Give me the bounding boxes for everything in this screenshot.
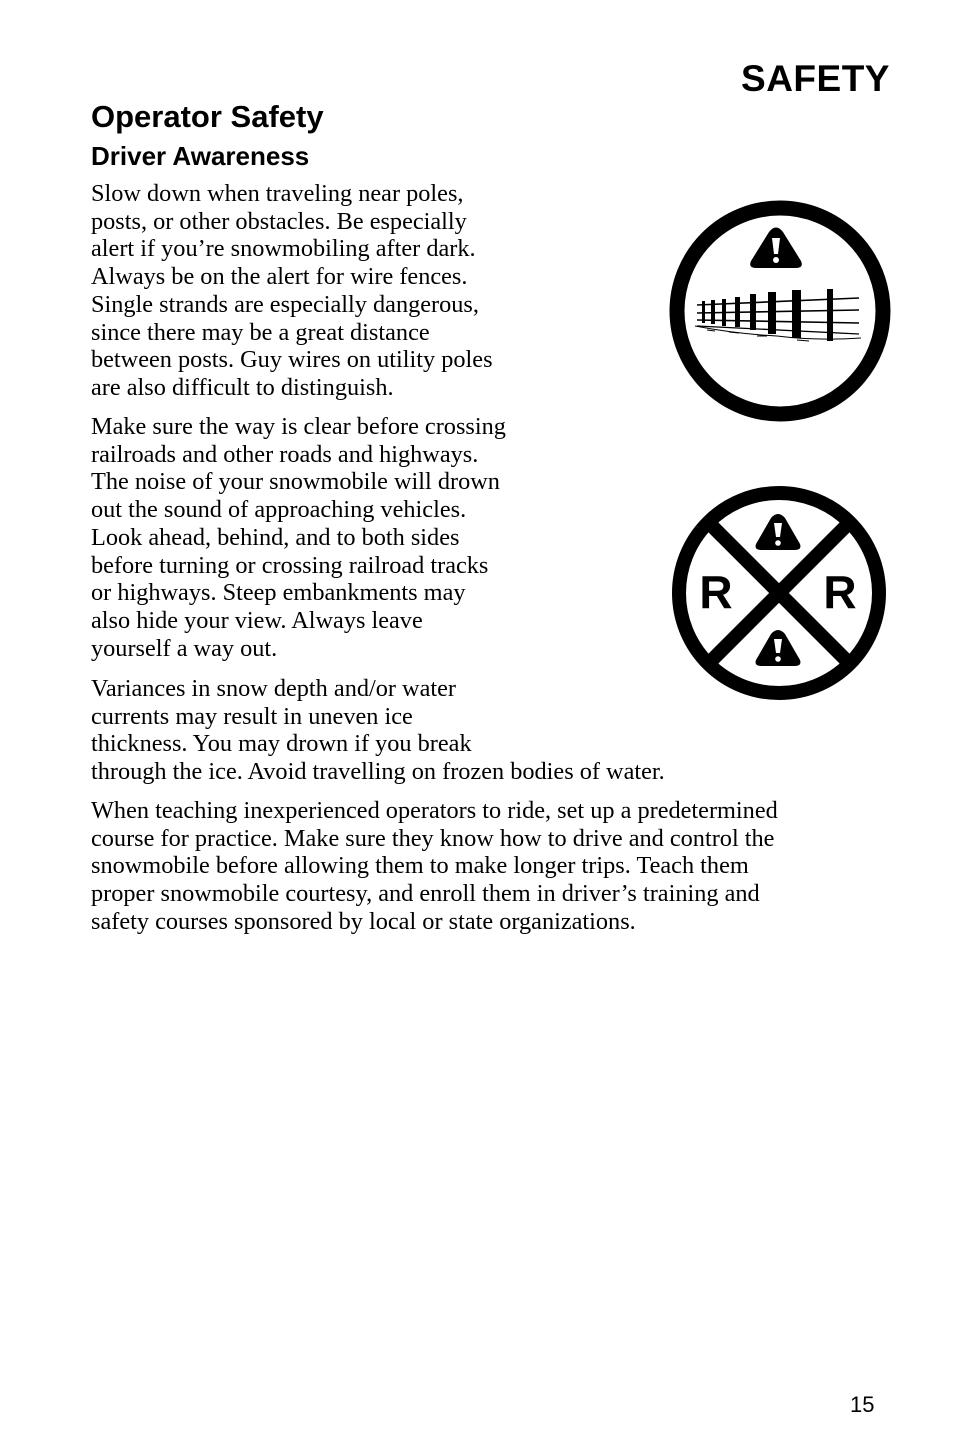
text-line: are also difficult to distinguish.	[91, 373, 394, 401]
text-line: alert if you’re snowmobiling after dark.	[91, 235, 476, 263]
text-line: yourself a way out.	[91, 634, 278, 662]
text-line: proper snowmobile courtesy, and enroll them in driver’s training and	[91, 880, 760, 908]
text-line: safety courses sponsored by local or state organizations.	[91, 907, 636, 935]
section-title: SAFETY	[741, 58, 890, 99]
page-number: 15	[850, 1392, 875, 1417]
text-line: Variances in snow depth and/or water	[91, 675, 457, 702]
text-line: course for practice. Make sure they know how to drive and control the	[91, 824, 775, 852]
text-line: currents may result in uneven ice	[91, 702, 413, 730]
text-line: since there may be a great distance	[91, 318, 430, 346]
text-line: Single strands are especially dangerous,	[91, 290, 479, 318]
page-heading: Operator Safety	[91, 99, 324, 134]
text-line: Look ahead, behind, and to both sides	[91, 523, 460, 551]
text-line: or highways. Steep embankments may	[91, 579, 466, 607]
text-line: Make sure the way is clear before crossing	[91, 413, 506, 440]
text-line: through the ice. Avoid travelling on frozen bodies of water.	[91, 758, 665, 786]
text-line: railroads and other roads and highways.	[91, 440, 479, 468]
text-line: before turning or crossing railroad tracks	[91, 551, 489, 579]
text-line: thickness. You may drown if you break	[91, 730, 472, 758]
text-line: Always be on the alert for wire fences.	[91, 263, 468, 291]
paragraph-ice	[91, 675, 665, 786]
text-line: When teaching inexperienced operators to ride, set up a predetermined	[91, 797, 778, 824]
text-line: Slow down when traveling near poles,	[91, 180, 464, 207]
subheading: Driver Awareness	[91, 141, 310, 171]
text-line: between posts. Guy wires on utility poles	[91, 346, 493, 374]
railroad-letter-right: R	[823, 566, 857, 618]
paragraph-poles	[91, 180, 493, 402]
text-line: The noise of your snowmobile will drown	[91, 468, 500, 496]
text-line: out the sound of approaching vehicles.	[91, 496, 467, 524]
railroad-letter-left: R	[699, 566, 733, 618]
text-line: posts, or other obstacles. Be especially	[91, 207, 467, 235]
paragraph-crossing	[91, 413, 506, 662]
wire-fence-warning-icon	[667, 198, 893, 424]
text-line: also hide your view. Always leave	[91, 606, 423, 634]
paragraph-teaching	[91, 797, 778, 936]
railroad-crossing-icon	[670, 484, 888, 702]
text-line: snowmobile before allowing them to make longer trips. Teach them	[91, 852, 749, 880]
